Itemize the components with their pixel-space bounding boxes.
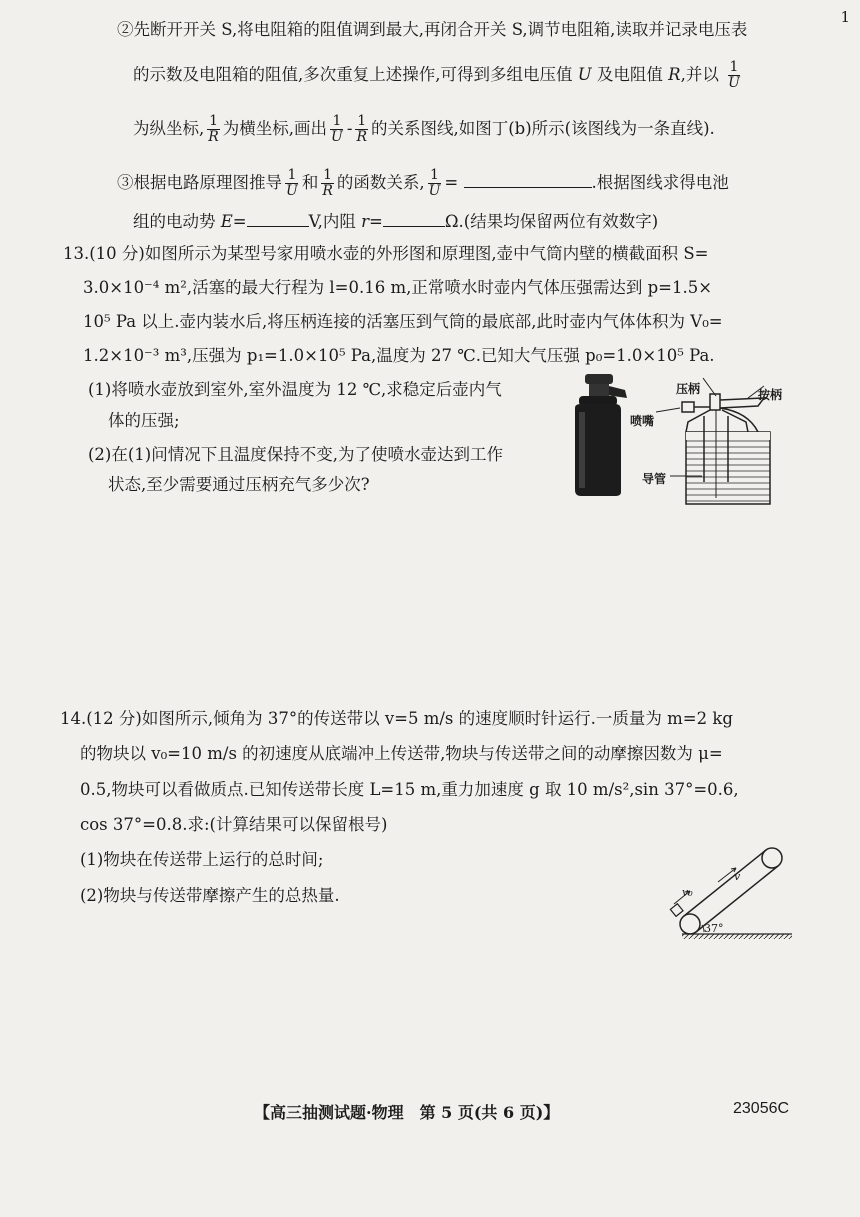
q12-step2-line3-c: 的关系图线,如图丁(b)所示(该图线为一条直线). — [370, 119, 715, 138]
sprayer-photo — [555, 368, 635, 502]
q12-step3-line1-d: = — [444, 173, 459, 192]
label-angle-37: 37° — [704, 922, 724, 935]
q13-sub1-line1: (1)将喷水壶放到室外,室外温度为 12 ℃,求稳定后壶内气 — [88, 380, 502, 399]
answer-blank-function[interactable] — [464, 171, 592, 188]
answer-blank-emf[interactable] — [247, 210, 309, 227]
q14-sub2: (2)物块与传送带摩擦产生的总热量. — [80, 886, 340, 905]
symbol-U: U — [577, 65, 592, 84]
q12-step2-line2-b: 及电阻值 — [596, 65, 663, 84]
q13-line4: 1.2×10⁻³ m³,压强为 p₁=1.0×10⁵ Pa,温度为 27 ℃.已知大气压强 p₀=1.0×10⁵ Pa. — [83, 346, 715, 365]
q12-step2-line3-a: 为纵坐标, — [133, 119, 205, 138]
q12-step2-line2 — [133, 60, 744, 91]
footer-title: 【高三抽测试题·物理 第 5 页(共 6 页)】 — [254, 1103, 560, 1122]
q12-step2-line2-c: ,并以 — [680, 65, 719, 84]
q12-step2-line3 — [133, 114, 715, 145]
conveyor-belt-diagram — [660, 838, 800, 952]
q14-sub1: (1)物块在传送带上运行的总时间; — [80, 850, 324, 869]
fraction-1-over-U: $\frac{1}{U}$ — [428, 167, 441, 199]
label-tube: 导管 — [642, 472, 667, 486]
q13-sub2-line1: (2)在(1)问情况下且温度保持不变,为了使喷水壶达到工作 — [88, 445, 503, 464]
q14-line4: cos 37°=0.8.求:(计算结果可以保留根号) — [80, 815, 388, 834]
q12-step3-line2-b: V,内阻 — [308, 212, 356, 231]
q13-line1: 13.(10 分)如图所示为某型号家用喷水壶的外形图和原理图,壶中气筒内壁的横截面积 S= — [63, 244, 709, 263]
label-press-handle: 压柄 — [676, 382, 701, 396]
sprayer-principle-diagram — [630, 372, 786, 516]
fraction-1-over-U: $\frac{1}{U}$ — [728, 59, 740, 91]
label-v: v — [734, 870, 741, 883]
q12-step3-line1-a: ③根据电路原理图推导 — [117, 173, 282, 192]
q12-step3-line1-c: 的函数关系, — [336, 173, 425, 192]
label-push-handle: 按柄 — [758, 388, 783, 402]
fraction-1-over-R: $\frac{1}{R}$ — [356, 113, 367, 145]
footer-code: 23056C — [733, 1100, 790, 1117]
q12-step3-line2-a: 组的电动势 — [133, 212, 216, 231]
label-v0: v₀ — [682, 886, 693, 899]
q12-step3-line1-e: .根据图线求得电池 — [591, 173, 729, 192]
q12-step2-line2-a: 的示数及电阻箱的阻值,多次重复上述操作,可得到多组电压值 — [133, 65, 573, 84]
symbol-E: E= — [220, 212, 247, 231]
q13-line3: 10⁵ Pa 以上.壶内装水后,将压柄连接的活塞压到气筒的最底部,此时壶内气体体积为 V₀= — [83, 312, 723, 331]
symbol-r: r= — [361, 212, 383, 231]
q13-sub2-line2: 状态,至少需要通过压柄充气多少次? — [108, 475, 370, 494]
q12-step3-line2 — [133, 210, 658, 233]
fraction-1-over-U: $\frac{1}{U}$ — [286, 167, 298, 199]
q13-line2: 3.0×10⁻⁴ m²,活塞的最大行程为 l=0.16 m,正常喷水时壶内气体压强需达到 p=1.5× — [83, 278, 713, 297]
fraction-1-over-R: $\frac{1}{R}$ — [322, 167, 333, 199]
page-corner-number: 1 — [840, 8, 850, 26]
q14-line1: 14.(12 分)如图所示,倾角为 37°的传送带以 v=5 m/s 的速度顺时针运行.一质量为 m=2 kg — [60, 709, 733, 728]
fraction-1-over-R: $\frac{1}{R}$ — [208, 113, 219, 145]
q12-step2-line1: ②先断开开关 S,将电阻箱的阻值调到最大,再闭合开关 S,调节电阻箱,读取并记录电压表 — [117, 20, 748, 39]
q12-step3-line1-b: 和 — [301, 173, 319, 192]
q14-line3: 0.5,物块可以看做质点.已知传送带长度 L=15 m,重力加速度 g 取 10 m/s²,sin 37°=0.6, — [80, 780, 739, 799]
symbol-R: R — [668, 65, 681, 84]
q12-step3-line2-c: Ω.(结果均保留两位有效数字) — [444, 212, 659, 231]
q13-sub1-line2: 体的压强; — [108, 411, 180, 430]
answer-blank-internal-resistance[interactable] — [383, 210, 445, 227]
label-nozzle: 喷嘴 — [630, 414, 655, 428]
fraction-1-over-U: $\frac{1}{U}$ — [331, 113, 343, 145]
q12-step2-line3-b: 为横坐标,画出 — [222, 119, 328, 138]
minus-sign: - — [346, 119, 353, 138]
q14-line2: 的物块以 v₀=10 m/s 的初速度从底端冲上传送带,物块与传送带之间的动摩擦因数为 μ= — [80, 744, 723, 763]
q12-step3-line1 — [117, 168, 729, 199]
